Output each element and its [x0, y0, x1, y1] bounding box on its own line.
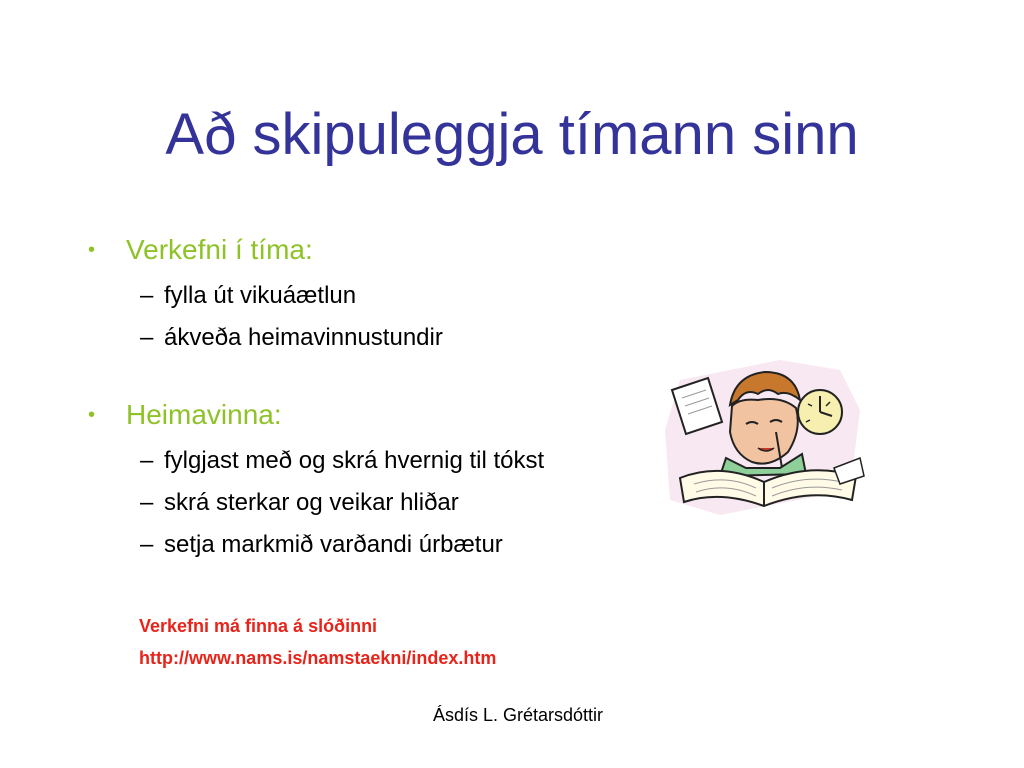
dash-marker: –	[140, 324, 154, 351]
bullet-section-heimavinna	[88, 393, 688, 566]
sub-item	[140, 482, 688, 524]
dash-marker: –	[140, 489, 154, 516]
dash-marker: –	[140, 531, 154, 558]
bullet-marker: •	[88, 239, 96, 261]
dash-marker: –	[140, 447, 154, 474]
sub-item	[140, 317, 688, 359]
sub-item	[140, 275, 688, 317]
slide-content	[88, 228, 688, 566]
sub-item	[140, 524, 688, 566]
resource-note-text: Verkefni má finna á slóðinni	[139, 616, 378, 636]
sub-item	[140, 440, 688, 482]
bullet-label: Verkefni í tíma:	[126, 234, 313, 265]
bullet-item	[88, 228, 688, 275]
sub-item-text: ákveða heimavinnustundir	[164, 324, 443, 351]
sub-item-text: skrá sterkar og veikar hliðar	[164, 489, 459, 516]
slide-title: Að skipuleggja tímann sinn	[165, 102, 859, 167]
bullet-item	[88, 393, 688, 440]
resource-note	[139, 610, 496, 674]
slide-footer-author: Ásdís L. Grétarsdóttir	[432, 705, 604, 725]
sub-item-text: fylla út vikuáætlun	[164, 282, 357, 309]
bullet-label: Heimavinna:	[126, 399, 282, 430]
resource-link[interactable]: http://www.nams.is/namstaekni/index.htm	[139, 648, 497, 668]
sub-item-text: setja markmið varðandi úrbætur	[164, 531, 503, 558]
dash-marker: –	[140, 282, 154, 309]
bullet-section-verkefni	[88, 228, 688, 359]
sub-item-text: fylgjast með og skrá hvernig til tókst	[164, 447, 545, 474]
sub-list	[88, 275, 688, 359]
sub-list	[88, 440, 688, 566]
student-studying-clipart-icon	[660, 350, 870, 525]
bullet-marker: •	[88, 404, 96, 426]
